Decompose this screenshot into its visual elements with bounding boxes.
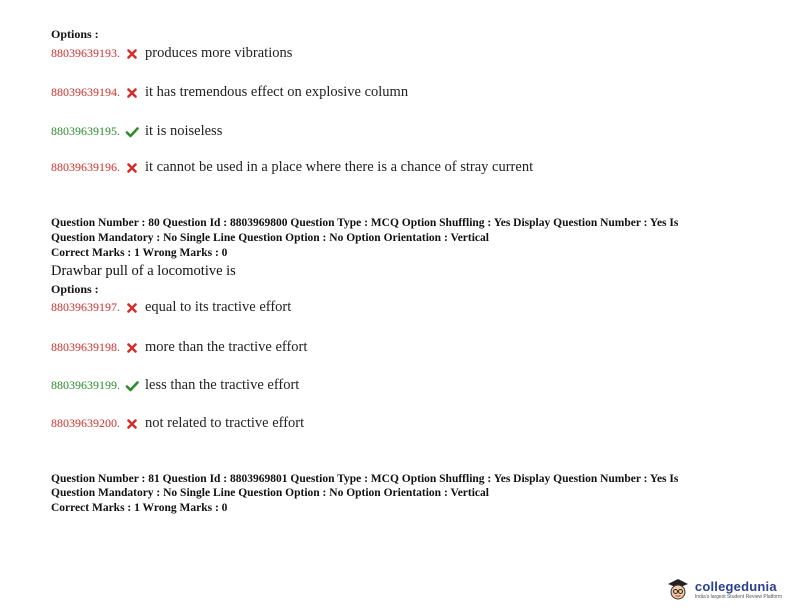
question-meta: Question Mandatory : No Single Line Question Option : No Option Orientation : Vertical <box>51 232 489 244</box>
option-text: it cannot be used in a place where there is a chance of stray current <box>145 159 534 175</box>
option-row[interactable] <box>51 299 291 316</box>
cross-icon <box>125 417 139 431</box>
option-row[interactable] <box>51 159 533 176</box>
logo-tagline: India's largest Student Review Platform <box>694 593 782 600</box>
option-text: produces more vibrations <box>145 45 293 61</box>
question-meta: Question Number : 80 Question Id : 8803969800 Question Type : MCQ Option Shuffling : Yes Display Question Number : Yes Is <box>51 217 679 229</box>
mascot-icon <box>665 576 691 602</box>
logo-name: collegedunia <box>694 578 777 594</box>
check-icon <box>125 379 139 393</box>
question-marks: Correct Marks : 1 Wrong Marks : 0 <box>51 502 228 514</box>
collegedunia-logo[interactable] <box>665 576 782 602</box>
option-id: 88039639196. <box>51 160 120 174</box>
options-label: Options : <box>51 282 99 296</box>
options-label: Options : <box>51 27 99 41</box>
cross-icon <box>125 301 139 315</box>
cross-icon <box>125 161 139 175</box>
option-id: 88039639198. <box>51 340 120 354</box>
cross-icon <box>125 47 139 61</box>
option-text: more than the tractive effort <box>145 339 308 355</box>
option-row[interactable] <box>51 339 307 356</box>
cross-icon <box>125 86 139 100</box>
option-id: 88039639199. <box>51 378 120 392</box>
option-text: it has tremendous effect on explosive column <box>145 84 409 100</box>
check-icon <box>125 125 139 139</box>
question-meta: Question Mandatory : No Single Line Question Option : No Option Orientation : Vertical <box>51 487 489 499</box>
question-meta: Question Number : 81 Question Id : 8803969801 Question Type : MCQ Option Shuffling : Yes Display Question Number : Yes Is <box>51 473 679 485</box>
option-text: it is noiseless <box>145 123 223 139</box>
option-row[interactable] <box>51 84 408 101</box>
question-marks: Correct Marks : 1 Wrong Marks : 0 <box>51 247 228 259</box>
option-text: less than the tractive effort <box>145 377 300 393</box>
option-text: equal to its tractive effort <box>145 299 292 315</box>
option-text: not related to tractive effort <box>145 415 305 431</box>
option-row[interactable] <box>51 45 292 62</box>
option-id: 88039639197. <box>51 300 120 314</box>
option-row[interactable] <box>51 415 304 432</box>
option-row[interactable] <box>51 377 299 394</box>
question-text: Drawbar pull of a locomotive is <box>51 263 236 279</box>
option-id: 88039639194. <box>51 85 120 99</box>
option-id: 88039639200. <box>51 416 120 430</box>
option-id: 88039639193. <box>51 46 120 60</box>
option-row[interactable] <box>51 123 222 140</box>
option-id: 88039639195. <box>51 124 120 138</box>
cross-icon <box>125 341 139 355</box>
